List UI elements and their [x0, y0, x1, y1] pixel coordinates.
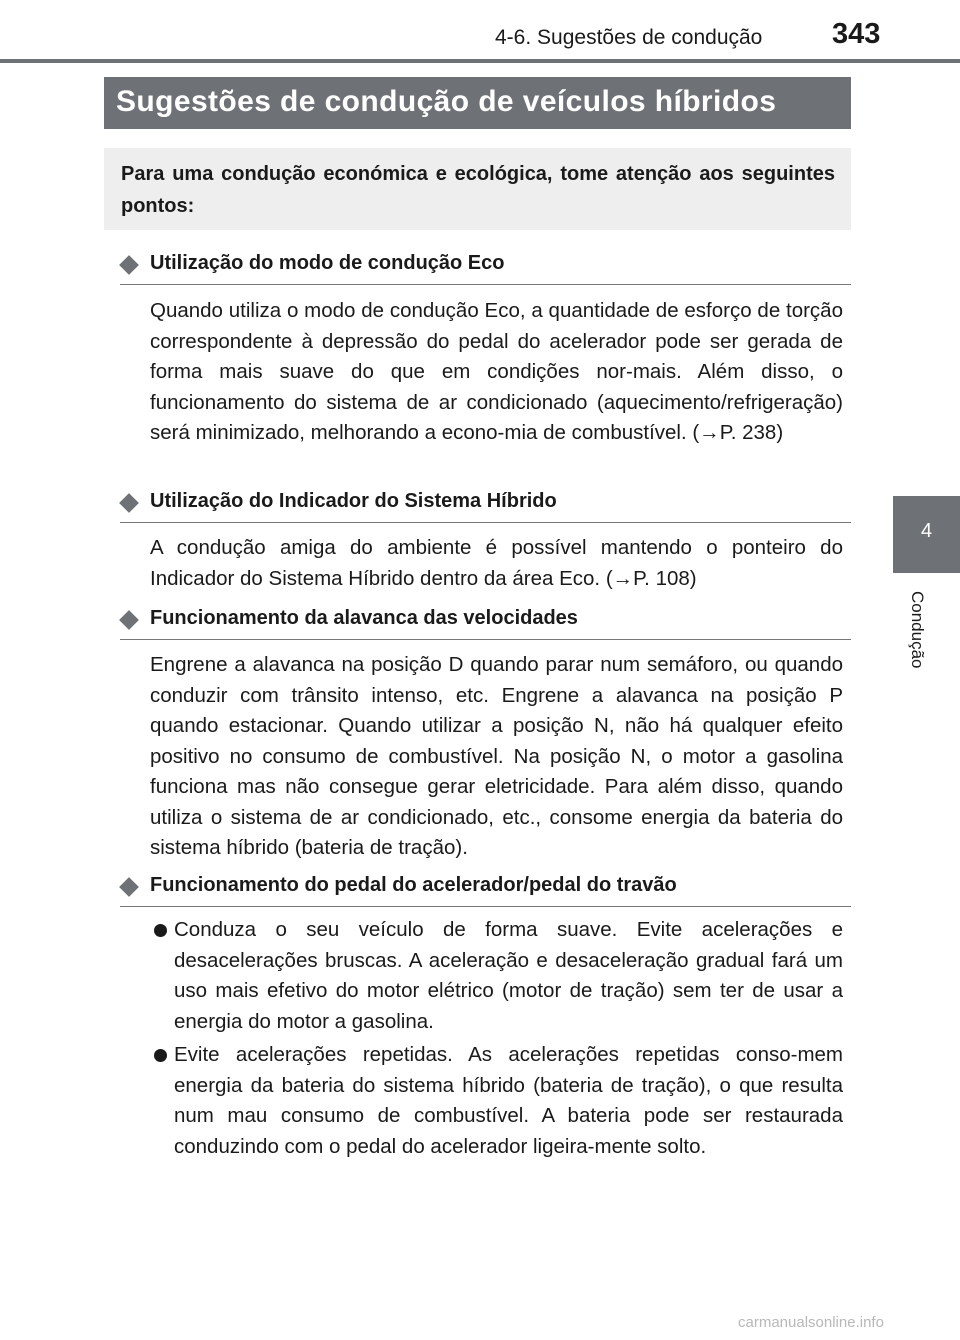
- chapter-label: Condução: [908, 591, 927, 669]
- page-title: Sugestões de condução de veículos híbridos: [116, 85, 777, 118]
- section-heading-shift-lever: [120, 603, 851, 640]
- section-heading-pedals: [120, 870, 851, 907]
- section-paragraph: Quando utiliza o modo de condução Eco, a quantidade de esforço de torção correspondente à depressão do pedal do acelerador pode ser gerada de forma mais suave do que em condições nor-mais. Além disso, o funcionamento do sistema de ar condicionado (aquecimento/refrigeração) será minimizado, melhorando a econo-mia de combustível. (→P. 238): [150, 299, 843, 444]
- watermark: carmanualsonline.info: [738, 1314, 884, 1331]
- bullet-item: [150, 1040, 843, 1162]
- section-paragraph: Engrene a alavanca na posição D quando parar num semáforo, ou quando conduzir com trânsito intenso, etc. Engrene a alavanca na posição P quando estacionar. Quando utilizar a posição N, não há qualquer efeito positivo no consumo de combustível. Na posição N, o motor a gasolina funciona mas não consegue gerar eletricidade. Para além disso, quando utiliza o sistema de ar condicionado, etc., consome energia da bateria do sistema híbrido (bateria de tração).: [150, 653, 843, 859]
- bullet-item: [150, 915, 843, 1037]
- section-heading-eco-mode: [120, 248, 851, 285]
- header-rule: [0, 59, 960, 63]
- intro-text: Para uma condução económica e ecológica, tome atenção aos seguintes pontos:: [121, 163, 835, 217]
- running-header-section: 4-6. Sugestões de condução: [495, 26, 763, 49]
- intro-box: [104, 148, 851, 230]
- diamond-icon: [119, 255, 139, 275]
- diamond-icon: [119, 877, 139, 897]
- diamond-icon: [119, 610, 139, 630]
- section-title: Funcionamento do pedal do acelerador/pedal do travão: [150, 874, 677, 896]
- diamond-icon: [119, 493, 139, 513]
- section-heading-hybrid-indicator: [120, 486, 851, 523]
- section-title: Utilização do modo de condução Eco: [150, 252, 505, 274]
- section-paragraph: A condução amiga do ambiente é possível mantendo o ponteiro do Indicador do Sistema Híbrido dentro da área Eco. (→P. 108): [150, 536, 843, 590]
- title-banner: [104, 77, 851, 129]
- chapter-number: 4: [920, 520, 933, 542]
- bullet-text: Evite acelerações repetidas. As acelerações repetidas conso-mem energia da bateria do sistema híbrido (bateria de tração), o que resulta num mau consumo de combustível. A bateria pode ser restaurada conduzindo com o pedal do acelerador ligeira-mente solto.: [174, 1043, 843, 1158]
- section-title: Utilização do Indicador do Sistema Híbrido: [150, 490, 557, 512]
- bullet-icon: [154, 924, 167, 937]
- bullet-icon: [154, 1049, 167, 1062]
- bullet-text: Conduza o seu veículo de forma suave. Evite acelerações e desacelerações bruscas. A aceleração e desaceleração gradual fará um uso mais efetivo do motor elétrico (motor de tração) sem ter de usar a energia do motor a gasolina.: [174, 918, 843, 1033]
- page-number: 343: [832, 18, 881, 50]
- section-title: Funcionamento da alavanca das velocidades: [150, 607, 578, 629]
